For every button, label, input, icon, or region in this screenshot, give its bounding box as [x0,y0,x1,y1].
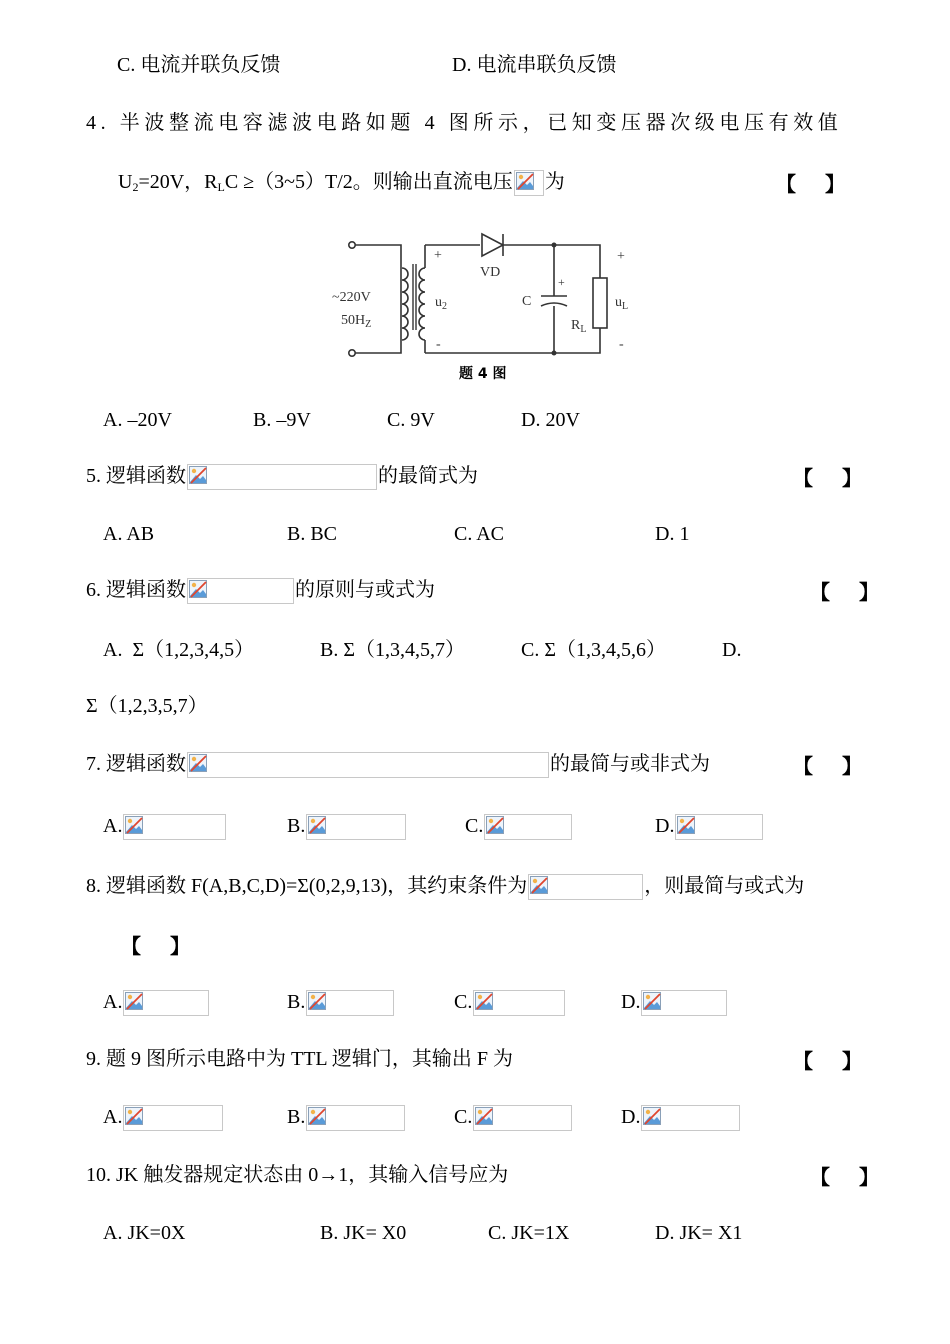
formula-image [187,578,294,604]
q4-answer-bracket: 【 】 [776,174,857,196]
q3-option-c: C. 电流并联负反馈 [117,54,281,76]
q8-option-d: D. [621,988,728,1016]
broken-image-icon [643,1107,661,1125]
broken-image-icon [308,816,326,834]
formula-image [123,1105,223,1131]
capacitor-label: C [522,294,532,309]
q6-stem: 6. 逻辑函数 的原则与或式为 [86,576,435,604]
q4-option-c: C. 9V [387,409,435,431]
q7-answer-bracket: 【 】 [793,756,874,778]
broken-image-icon [189,580,207,598]
q6-option-a: A. Σ（1,2,3,4,5） [103,639,255,661]
q10-answer-bracket: 【 】 [810,1167,891,1189]
q5-answer-bracket: 【 】 [793,468,874,490]
ul-minus-sign: - [619,337,624,352]
ul-plus-sign: + [617,249,625,264]
q7-option-b: B. [287,812,407,840]
q7-option-d: D. [655,812,764,840]
q9-option-a: A. [103,1103,224,1131]
ul-label: $u_L$ [615,295,629,312]
q7-stem: 7. 逻辑函数 的最简与或非式为 [86,750,710,778]
q6-answer-bracket: 【 】 [810,582,891,604]
q6-option-d: D. [722,639,742,661]
q6-option-b: B. Σ（1,3,4,5,7） [320,639,465,661]
q9-option-b: B. [287,1103,406,1131]
q6-option-d-value: Σ（1,2,3,5,7） [86,695,208,717]
q10-option-a: A. JK=0X [103,1222,186,1244]
diode-label: VD [480,265,501,280]
broken-image-icon [125,1107,143,1125]
formula-image [306,990,394,1016]
q4-option-a: A. –20V [103,409,172,431]
q5-option-d: D. 1 [655,523,690,545]
broken-image-icon [677,816,695,834]
broken-image-icon [486,816,504,834]
broken-image-icon [516,172,534,190]
formula-image [514,170,544,196]
q8-option-c: C. [454,988,566,1016]
broken-image-icon [125,816,143,834]
q10-option-d: D. JK= X1 [655,1222,743,1244]
q9-option-d: D. [621,1103,741,1131]
q7-option-c: C. [465,812,573,840]
load-resistor-label: $R_L$ [571,318,587,335]
formula-image [187,752,549,778]
q8-option-b: B. [287,988,395,1016]
broken-image-icon [189,466,207,484]
capacitor-plus-sign: + [558,275,565,289]
q8-answer-bracket: 【 】 [121,936,202,958]
q5-option-b: B. BC [287,523,338,545]
q5-stem: 5. 逻辑函数 的最简式为 [86,462,478,490]
q10-stem: 10. JK 触发器规定状态由 0→1，其输入信号应为 [86,1164,509,1186]
q9-answer-bracket: 【 】 [793,1051,874,1073]
formula-image [123,990,209,1016]
formula-image [641,990,727,1016]
broken-image-icon [530,876,548,894]
u2-minus-sign: - [436,337,441,352]
q10-option-c: C. JK=1X [488,1222,570,1244]
source-frequency-label: $50H_Z$ [341,313,372,330]
q4-option-b: B. –9V [253,409,311,431]
broken-image-icon [125,992,143,1010]
q10-option-b: B. JK= X0 [320,1222,407,1244]
q8-option-a: A. [103,988,210,1016]
broken-image-icon [308,1107,326,1125]
q3-option-d: D. 电流串联负反馈 [452,54,617,76]
figure-4-caption: 题 4 图 [459,366,507,382]
circuit-diagram [325,228,645,364]
formula-image [641,1105,740,1131]
formula-image [187,464,377,490]
broken-image-icon [308,992,326,1010]
formula-image [675,814,763,840]
q9-option-c: C. [454,1103,573,1131]
formula-image [123,814,226,840]
formula-image [484,814,572,840]
q4-option-d: D. 20V [521,409,580,431]
u2-label: $u_2$ [435,295,447,312]
q5-option-a: A. AB [103,523,155,545]
q9-stem: 9. 题 9 图所示电路中为 TTL 逻辑门，其输出 F 为 [86,1048,514,1070]
formula-image [473,990,565,1016]
q5-option-c: C. AC [454,523,505,545]
formula-image [306,1105,405,1131]
broken-image-icon [189,754,207,772]
source-voltage-label: ~220V [332,290,371,305]
q4-condition: $U_2=20V$，$R_LC$ ≥（3~5）T/2。则输出直流电压 为 [118,168,565,201]
broken-image-icon [475,992,493,1010]
u2-plus-sign: + [434,248,442,263]
formula-image [473,1105,572,1131]
q4-stem: 4. 半波整流电容滤波电路如题 4 图所示，已知变压器次级电压有效值 [86,112,843,134]
q6-option-c: C. Σ（1,3,4,5,6） [521,639,666,661]
broken-image-icon [475,1107,493,1125]
formula-image [528,874,643,900]
q7-option-a: A. [103,812,227,840]
formula-image [306,814,406,840]
q8-stem: 8. 逻辑函数 F(A,B,C,D)=Σ(0,2,9,13)，其约束条件为 ，则最简与或式为 [86,872,804,900]
broken-image-icon [643,992,661,1010]
